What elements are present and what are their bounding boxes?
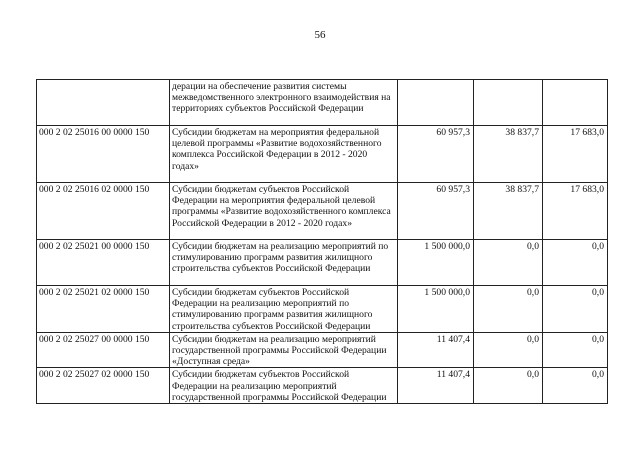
amount-year2-cell: 0,0 <box>474 286 543 333</box>
amount-year3-cell: 0,0 <box>543 368 608 404</box>
page-number: 56 <box>314 29 326 41</box>
budget-code-cell: 000 2 02 25016 02 0000 150 <box>37 183 170 240</box>
budget-table <box>36 79 608 404</box>
amount-year3-cell: 17 683,0 <box>543 183 608 240</box>
amount-year3-cell: 0,0 <box>543 286 608 333</box>
table-row <box>37 240 608 286</box>
amount-year1-cell: 11 407,4 <box>398 368 474 404</box>
amount-year1-cell: 11 407,4 <box>398 332 474 368</box>
amount-year2-cell: 0,0 <box>474 240 543 286</box>
amount-year3-cell <box>543 80 608 126</box>
table-row <box>37 332 608 368</box>
amount-year3-cell: 0,0 <box>543 240 608 286</box>
amount-year2-cell: 0,0 <box>474 368 543 404</box>
table-row <box>37 368 608 404</box>
description-cell: Субсидии бюджетам на мероприятия федеральной целевой программы «Развитие водохозяйственного комплекса Российской Федерации в 2012 - 2020 годах» <box>170 126 398 183</box>
amount-year2-cell: 0,0 <box>474 332 543 368</box>
table-row <box>37 126 608 183</box>
description-cell: Субсидии бюджетам субъектов Российской Федерации на реализацию мероприятий государственной программы Российской Федерации <box>170 368 398 404</box>
amount-year3-cell: 0,0 <box>543 332 608 368</box>
description-cell: Субсидии бюджетам субъектов Российской Федерации на реализацию мероприятий по стимулированию программ развития жилищного строительства субъектов Российской Федерации <box>170 286 398 333</box>
table-row <box>37 183 608 240</box>
amount-year2-cell <box>474 80 543 126</box>
amount-year3-cell: 17 683,0 <box>543 126 608 183</box>
amount-year1-cell: 60 957,3 <box>398 183 474 240</box>
description-cell: Субсидии бюджетам на реализацию мероприятий по стимулированию программ развития жилищного строительства субъектов Российской Федерации <box>170 240 398 286</box>
description-cell: Субсидии бюджетам субъектов Российской Федерации на мероприятия федеральной целевой программы «Развитие водохозяйственного комплекса Российской Федерации в 2012 - 2020 годах» <box>170 183 398 240</box>
table-row <box>37 80 608 126</box>
amount-year2-cell: 38 837,7 <box>474 183 543 240</box>
amount-year1-cell: 1 500 000,0 <box>398 240 474 286</box>
amount-year2-cell: 38 837,7 <box>474 126 543 183</box>
amount-year1-cell: 60 957,3 <box>398 126 474 183</box>
description-cell: Субсидии бюджетам на реализацию мероприятий государственной программы Российской Федерации «Доступная среда» <box>170 332 398 368</box>
amount-year1-cell: 1 500 000,0 <box>398 286 474 333</box>
budget-code-cell: 000 2 02 25021 02 0000 150 <box>37 286 170 333</box>
table-row <box>37 286 608 333</box>
description-cell: дерации на обеспечение развития системы межведомственного электронного взаимодействия на территориях субъектов Российской Федерации <box>170 80 398 126</box>
amount-year1-cell <box>398 80 474 126</box>
budget-code-cell: 000 2 02 25021 00 0000 150 <box>37 240 170 286</box>
budget-code-cell <box>37 80 170 126</box>
budget-code-cell: 000 2 02 25027 00 0000 150 <box>37 332 170 368</box>
budget-code-cell: 000 2 02 25016 00 0000 150 <box>37 126 170 183</box>
budget-code-cell: 000 2 02 25027 02 0000 150 <box>37 368 170 404</box>
